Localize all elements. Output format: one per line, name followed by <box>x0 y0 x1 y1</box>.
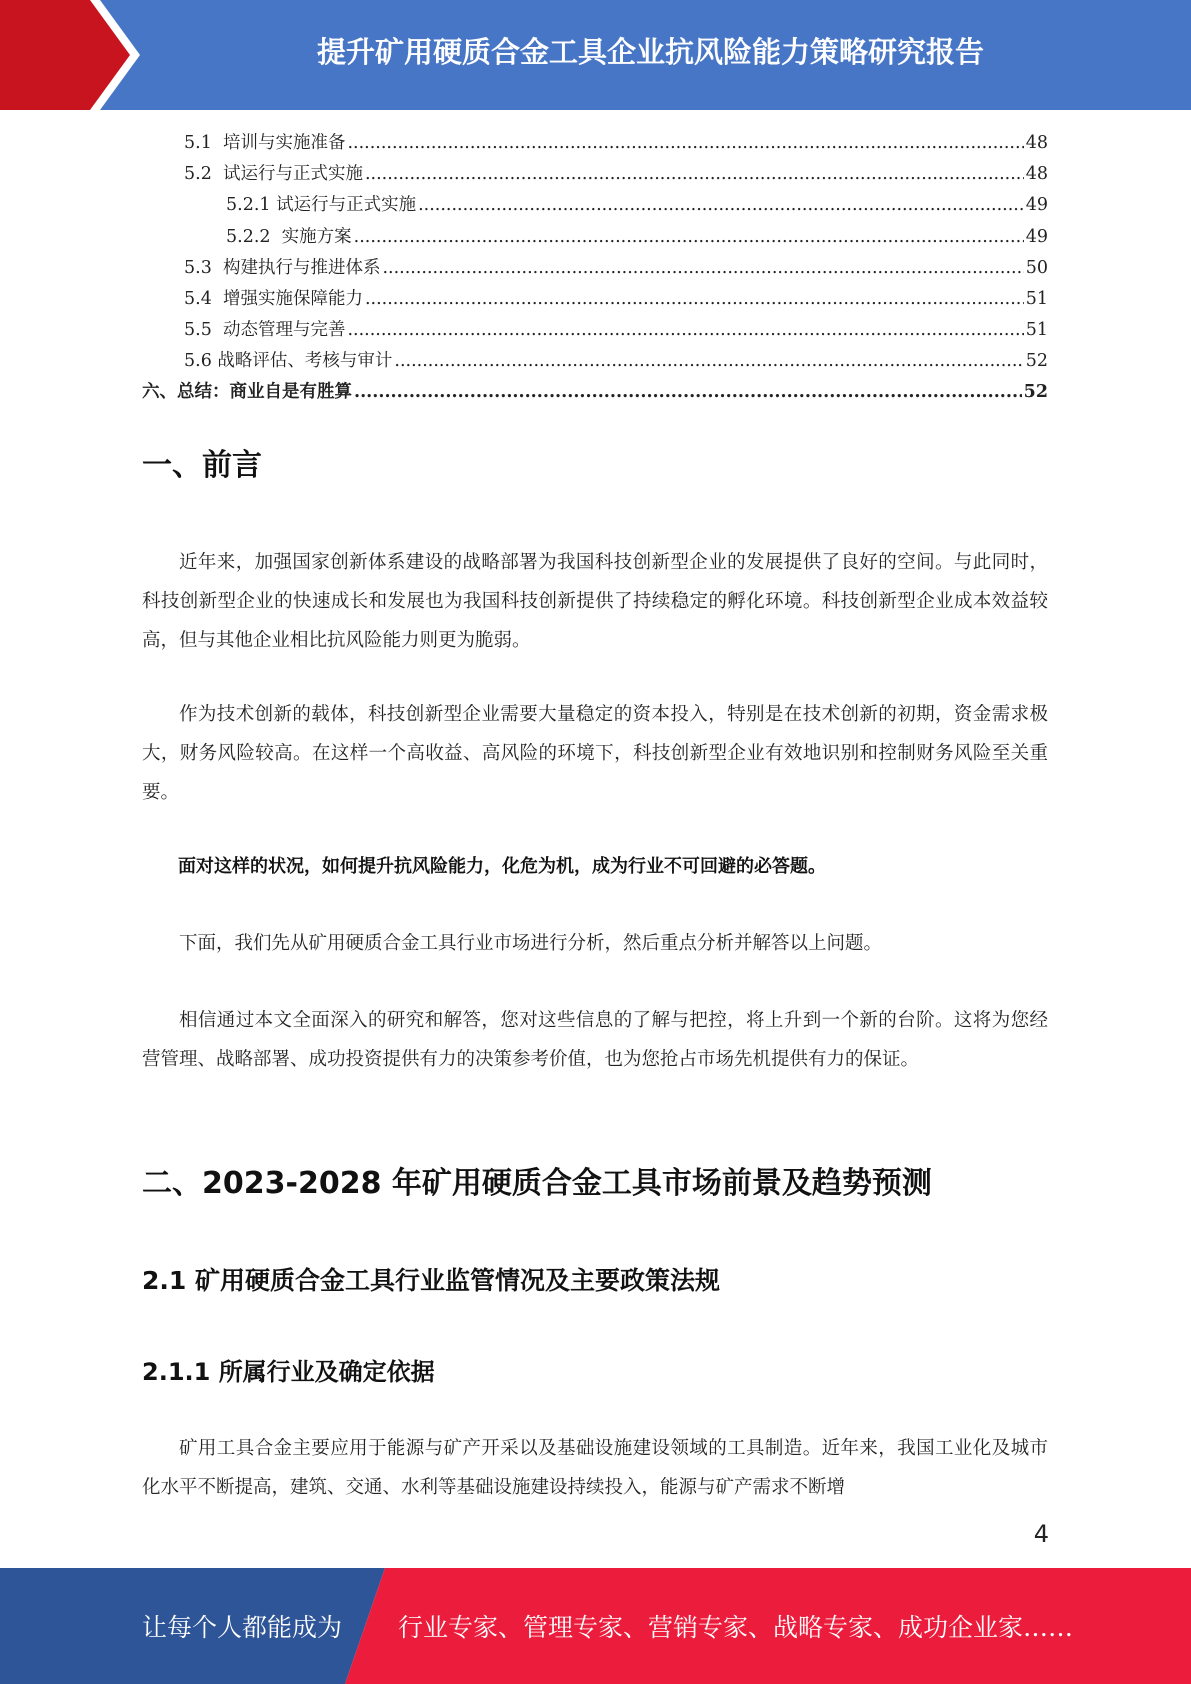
emphasis-paragraph: 面对这样的状况，如何提升抗风险能力，化危为机，成为行业不可回避的必答题。 <box>178 856 826 877</box>
page-footer <box>0 1568 1191 1684</box>
toc-entry[interactable]: 5.3 构建执行与推进体系 ..... 50 <box>142 253 1048 284</box>
subsubsection-heading: 2.1.1 所属行业及确定依据 <box>142 1358 435 1386</box>
toc-page-number: 52 <box>1023 382 1048 403</box>
footer-slogan-right: 行业专家、管理专家、营销专家、战略专家、成功企业家…… <box>398 1613 1074 1642</box>
toc-leader-dots <box>347 128 1023 159</box>
toc-entry-text: 动态管理与完善 <box>222 320 346 341</box>
paragraph: 矿用工具合金主要应用于能源与矿产开采以及基础设施建设领域的工具制造。近年来，我国工业化及城市化水平不断提高，建筑、交通、水利等基础设施建设持续投入，能源与矿产需求不断增 <box>142 1438 1048 1498</box>
toc-page-number: 48 <box>1025 164 1048 185</box>
paragraph: 近年来，加强国家创新体系建设的战略部署为我国科技创新型企业的发展提供了良好的空间。与此同时，科技创新型企业的快速成长和发展也为我国科技创新提供了持续稳定的孵化环境。科技创新型企业成本效益较高，但与其他企业相比抗风险能力则更为脆弱。 <box>142 552 1048 651</box>
toc-entry-text: 实施方案 <box>281 226 352 247</box>
toc-page-number: 49 <box>1025 195 1048 216</box>
toc-entry-text: 试运行与正式实施 <box>276 195 417 216</box>
toc-page-number: 51 <box>1025 288 1048 309</box>
toc-entry-text: 构建执行与推进体系 <box>222 257 381 278</box>
toc-entry[interactable]: 5.4 增强实施保障能力 ..... 51 <box>142 284 1048 315</box>
page-header <box>0 0 1191 110</box>
table-of-contents <box>142 128 1048 409</box>
toc-page-number: 50 <box>1025 257 1048 278</box>
toc-entry-text: 培训与实施准备 <box>222 132 346 153</box>
toc-entry-text: 战略评估、考核与审计 <box>217 351 393 372</box>
toc-page-number: 48 <box>1025 132 1048 153</box>
toc-entry-text: 增强实施保障能力 <box>222 288 363 309</box>
paragraph: 相信通过本文全面深入的研究和解答，您对这些信息的了解与把控，将上升到一个新的台阶。这将为您经营管理、战略部署、成功投资提供有力的决策参考价值，也为您抢占市场先机提供有力的保证。 <box>142 1010 1048 1070</box>
toc-leader-dots <box>394 346 1023 377</box>
toc-entry[interactable]: 5.2.1 试运行与正式实施 ..... 49 <box>142 190 1048 221</box>
toc-leader-dots <box>365 159 1024 190</box>
header-arrow-decoration <box>0 0 140 110</box>
toc-page-number: 51 <box>1025 320 1048 341</box>
section-heading-market-forecast: 二、2023-2028 年矿用硬质合金工具市场前景及趋势预测 <box>142 1166 932 1201</box>
toc-entry[interactable]: 5.1 培训与实施准备 ..... 48 <box>142 128 1048 159</box>
section-heading-preface: 一、前言 <box>142 448 262 483</box>
subsection-heading: 2.1 矿用硬质合金工具行业监管情况及主要政策法规 <box>142 1266 720 1295</box>
toc-entry-text: 六、总结：商业自是有胜算 <box>142 382 352 403</box>
toc-leader-dots <box>365 284 1024 315</box>
toc-leader-dots <box>354 222 1024 253</box>
toc-leader-dots <box>418 190 1024 221</box>
toc-entry[interactable]: 5.2.2 实施方案 ..... 49 <box>142 222 1048 253</box>
toc-entry[interactable] <box>142 378 1048 409</box>
toc-entry-text: 试运行与正式实施 <box>222 164 363 185</box>
footer-slogan-left: 让每个人都能成为 <box>142 1613 343 1642</box>
report-title: 提升矿用硬质合金工具企业抗风险能力策略研究报告 <box>316 35 984 69</box>
toc-entry[interactable]: 5.2 试运行与正式实施 ..... 48 <box>142 159 1048 190</box>
toc-leader-dots <box>347 315 1023 346</box>
toc-page-number: 49 <box>1025 226 1048 247</box>
page-number: 4 <box>1033 1520 1049 1548</box>
toc-leader-dots <box>382 253 1023 284</box>
toc-leader-dots <box>354 377 1022 408</box>
toc-entry[interactable]: 5.5 动态管理与完善 ..... 51 <box>142 315 1048 346</box>
toc-entry[interactable]: 5.6 战略评估、考核与审计 ..... 52 <box>142 346 1048 377</box>
paragraph: 作为技术创新的载体，科技创新型企业需要大量稳定的资本投入，特别是在技术创新的初期，资金需求极大，财务风险较高。在这样一个高收益、高风险的环境下，科技创新型企业有效地识别和控制财务风险至关重要。 <box>142 704 1048 803</box>
toc-page-number: 52 <box>1025 351 1048 372</box>
paragraph: 下面，我们先从矿用硬质合金工具行业市场进行分析，然后重点分析并解答以上问题。 <box>179 933 883 954</box>
